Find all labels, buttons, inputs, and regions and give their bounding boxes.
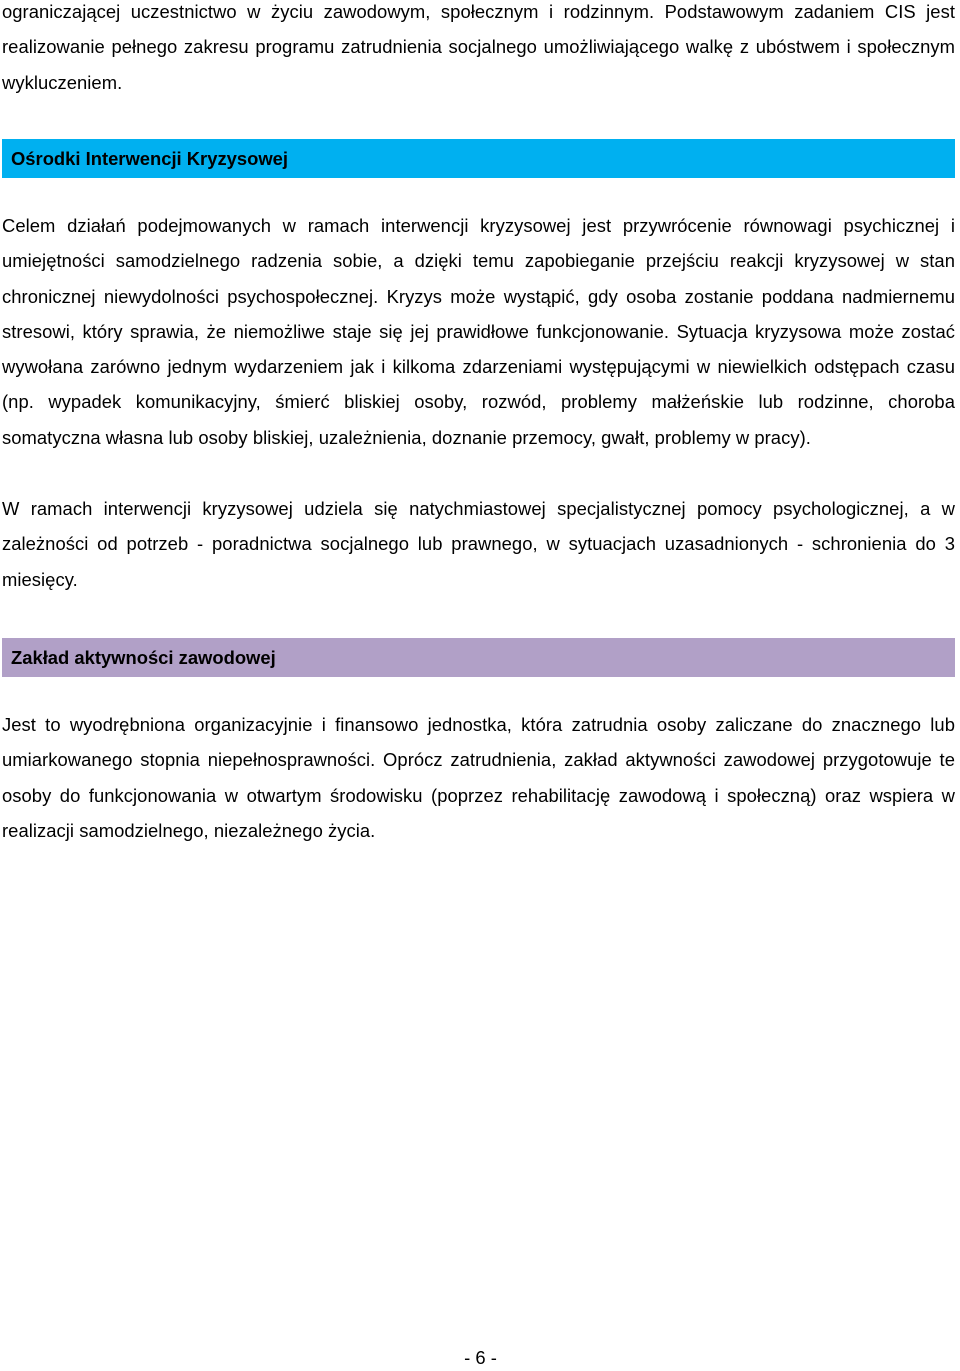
intro-paragraph: ograniczającej uczestnictwo w życiu zawodowym, społecznym i rodzinnym. Podstawowym zadaniem CIS jest realizowanie pełnego zakresu programu zatrudnienia socjalnego umożliwiającego walkę z ubóstwem i społecznym wykluczeniem. bbox=[2, 1, 955, 93]
crisis-paragraph-1: Celem działań podejmowanych w ramach interwencji kryzysowej jest przywrócenie równowagi psychicznej i umiejętności samodzielnego radzenia sobie, a dzięki temu zapobieganie przejściu reakcji kryzysowej w stan chronicznej niewydolności psychospołecznej. Kryzys może wystąpić, gdy osoba zostanie poddana nadmiernemu stresowi, który sprawia, że niemożliwe staje się jej prawidłowe funkcjonowanie. Sytuacja kryzysowa może zostać wywołana zarówno jednym wydarzeniem jak i kilkoma zdarzeniami występującymi w niewielkich odstępach czasu (np. wypadek komunikacyjny, śmierć bliskiej osoby, rozwód, problemy małżeńskie lub rodzinne, choroba somatyczna własna lub osoby bliskiej, uzależnienia, doznanie przemocy, gwałt, problemy w pracy). bbox=[2, 215, 955, 448]
page-number: - 6 - bbox=[464, 1347, 497, 1368]
section-heading-vocational-activity: Zakład aktywności zawodowej bbox=[2, 638, 955, 677]
vocational-activity-paragraph: Jest to wyodrębniona organizacyjnie i finansowo jednostka, która zatrudnia osoby zaliczane do znacznego lub umiarkowanego stopnia niepełnosprawności. Oprócz zatrudnienia, zakład aktywności zawodowej przygotowuje te osoby do funkcjonowania w otwartym środowisku (poprzez rehabilitację zawodową i społeczną) oraz wspiera w realizacji samodzielnego, niezależnego życia. bbox=[2, 714, 955, 841]
crisis-paragraph-2: W ramach interwencji kryzysowej udziela się natychmiastowej specjalistycznej pomocy psychologicznej, a w zależności od potrzeb - poradnictwa socjalnego lub prawnego, w sytuacjach uzasadnionych - schronienia do 3 miesięcy. bbox=[2, 498, 955, 590]
section-heading-crisis-intervention: Ośrodki Interwencji Kryzysowej bbox=[2, 139, 955, 178]
